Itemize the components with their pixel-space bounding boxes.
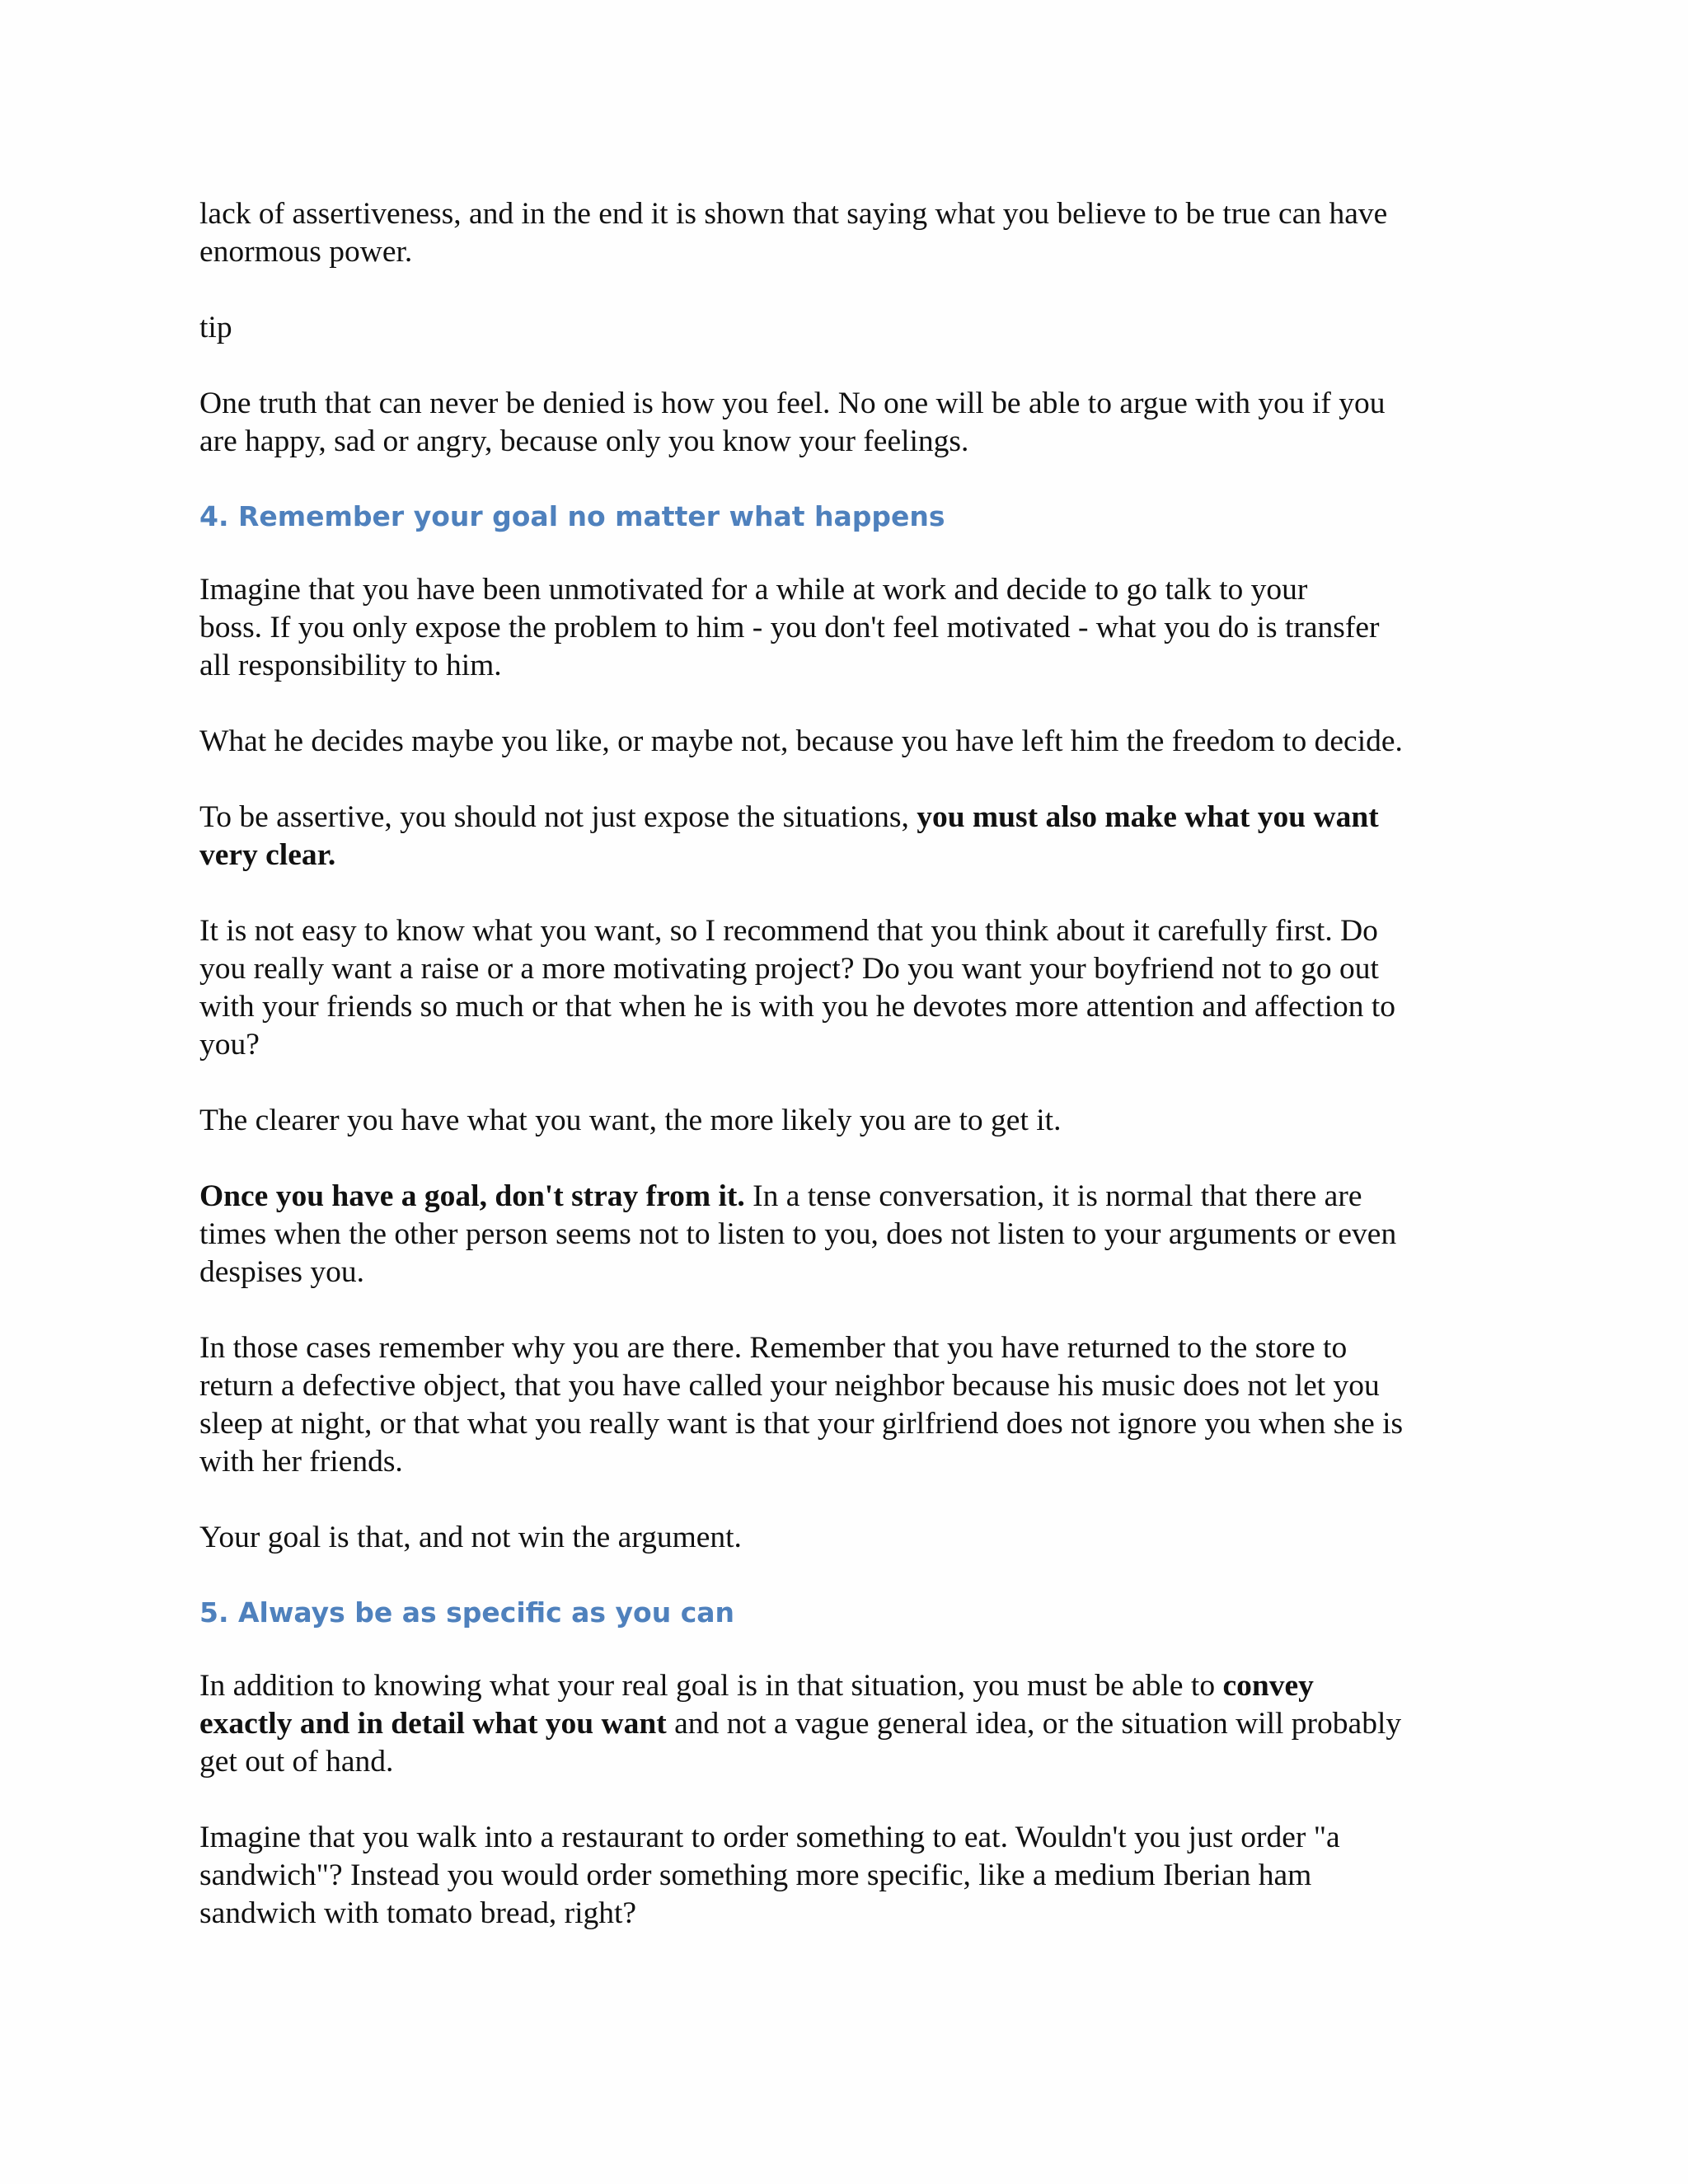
text-line xyxy=(199,1667,1498,1705)
text-line: despises you. xyxy=(199,1255,364,1289)
text-line: Imagine that you have been unmotivated for a while at work and decide to go talk to your xyxy=(199,573,1308,607)
plain-text: and not a vague general idea, or the situation will probably xyxy=(666,1707,1402,1741)
text-line: you? xyxy=(199,1028,260,1062)
paragraph-unmotivated-at-work xyxy=(199,571,1498,685)
text-line: sandwich with tomato bread, right? xyxy=(199,1896,637,1930)
paragraph-restaurant-example xyxy=(199,1819,1498,1933)
text-line xyxy=(199,837,1498,874)
text-line xyxy=(199,799,1498,837)
bold-text: very clear. xyxy=(199,838,336,872)
paragraph-convey-exactly xyxy=(199,1667,1498,1781)
bold-text: you must also make what you want xyxy=(917,800,1379,834)
text-line: sleep at night, or that what you really want is that your girlfriend does not ignore you when she is xyxy=(199,1407,1404,1441)
plain-text: To be assertive, you should not just expose the situations, xyxy=(199,800,917,834)
text-line: sandwich"? Instead you would order something more specific, like a medium Iberian ham xyxy=(199,1858,1312,1892)
text-line: lack of assertiveness, and in the end it is shown that saying what you believe to be true can have xyxy=(199,197,1388,231)
text-line: Your goal is that, and not win the argument. xyxy=(199,1521,742,1554)
section-heading-4: 4. Remember your goal no matter what happens xyxy=(199,500,945,532)
text-line: What he decides maybe you like, or maybe not, because you have left him the freedom to decide. xyxy=(199,724,1403,758)
paragraph-be-assertive xyxy=(199,799,1498,874)
text-line: enormous power. xyxy=(199,235,413,269)
text-line: with your friends so much or that when he is with you he devotes more attention and affection to xyxy=(199,990,1396,1024)
text-line: It is not easy to know what you want, so I recommend that you think about it carefully first. Do xyxy=(199,914,1378,948)
text-line: The clearer you have what you want, the more likely you are to get it. xyxy=(199,1104,1062,1137)
document-body xyxy=(199,195,1498,1971)
paragraph-freedom-to-decide xyxy=(199,723,1498,761)
text-line xyxy=(199,1705,1498,1743)
paragraph-feelings-truth xyxy=(199,385,1498,461)
plain-text: In a tense conversation, it is normal that there are xyxy=(744,1179,1362,1213)
paragraph-tip xyxy=(199,309,1498,347)
paragraph-goal-not-argument xyxy=(199,1519,1498,1557)
plain-text: In addition to knowing what your real goal is in that situation, you must be able to xyxy=(199,1669,1223,1703)
paragraph-know-what-you-want xyxy=(199,912,1498,1064)
tip-label: tip xyxy=(199,311,232,344)
text-line: One truth that can never be denied is how you feel. No one will be able to argue with you if you xyxy=(199,387,1386,420)
section-heading-5: 5. Always be as specific as you can xyxy=(199,1596,735,1629)
bold-text: exactly and in detail what you want xyxy=(199,1707,667,1741)
text-line: with her friends. xyxy=(199,1445,403,1479)
bold-text: convey xyxy=(1222,1669,1314,1703)
paragraph-clearer-goal xyxy=(199,1102,1498,1140)
paragraph-dont-stray xyxy=(199,1178,1498,1291)
text-line: boss. If you only expose the problem to him - you don't feel motivated - what you do is transfer xyxy=(199,611,1380,644)
text-line: get out of hand. xyxy=(199,1745,394,1779)
text-line xyxy=(199,1178,1498,1216)
text-line: In those cases remember why you are there. Remember that you have returned to the store to xyxy=(199,1331,1348,1365)
text-line: times when the other person seems not to listen to you, does not listen to your arguments or even xyxy=(199,1217,1397,1251)
paragraph-remember-why xyxy=(199,1329,1498,1481)
text-line: you really want a raise or a more motivating project? Do you want your boyfriend not to go out xyxy=(199,952,1379,986)
text-line: all responsibility to him. xyxy=(199,649,502,682)
paragraph-assertiveness-power xyxy=(199,195,1498,271)
bold-text: Once you have a goal, don't stray from it. xyxy=(199,1179,745,1213)
text-line: Imagine that you walk into a restaurant to order something to eat. Wouldn't you just order "a xyxy=(199,1821,1340,1854)
text-line: are happy, sad or angry, because only you know your feelings. xyxy=(199,424,969,458)
text-line: return a defective object, that you have called your neighbor because his music does not let you xyxy=(199,1369,1380,1403)
